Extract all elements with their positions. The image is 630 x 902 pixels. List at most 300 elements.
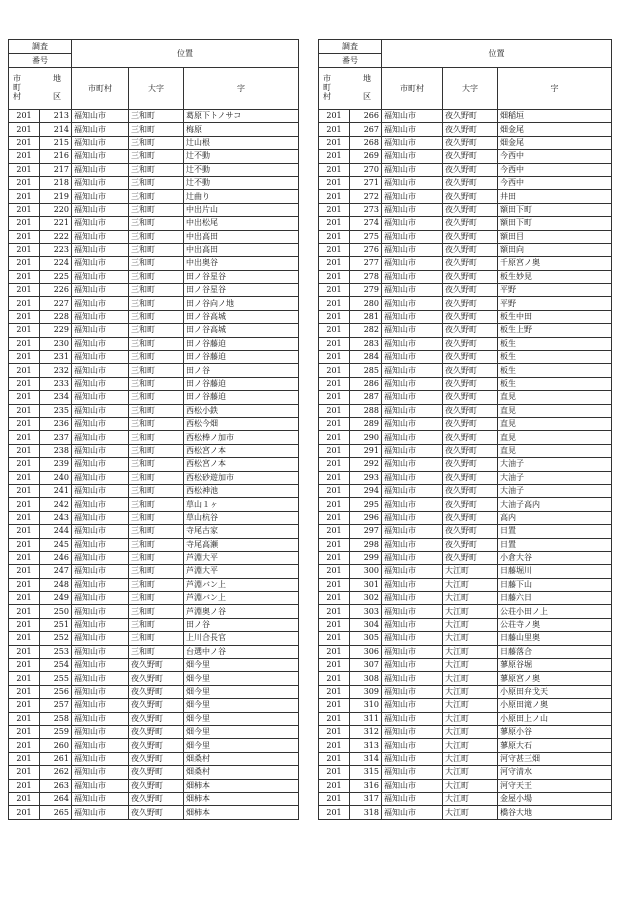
aza-cell: 寺尾高瀬 bbox=[184, 538, 299, 551]
district-cell: 236 bbox=[40, 417, 72, 430]
table-row bbox=[319, 672, 612, 685]
table-row bbox=[9, 538, 299, 551]
left-survey-table bbox=[8, 39, 299, 820]
survey-number-header: 調査 bbox=[9, 40, 72, 54]
aza-cell: 芦淵大平 bbox=[184, 565, 299, 578]
location-header: 位置 bbox=[72, 40, 299, 68]
aza-cell: 辻不動 bbox=[184, 163, 299, 176]
municipality-cell: 福知山市 bbox=[382, 417, 443, 430]
district-cell: 294 bbox=[350, 484, 382, 497]
aza-cell: 中出松尾 bbox=[184, 217, 299, 230]
aza-cell: 橋谷大地 bbox=[498, 806, 612, 819]
district-cell: 307 bbox=[350, 659, 382, 672]
municipality-cell: 福知山市 bbox=[72, 136, 129, 149]
district-cell: 222 bbox=[40, 230, 72, 243]
municipality-cell: 福知山市 bbox=[72, 337, 129, 350]
district-cell: 284 bbox=[350, 351, 382, 364]
code-header bbox=[9, 68, 72, 110]
aza-cell: 河守甚三畑 bbox=[498, 752, 612, 765]
aza-cell: 中出奥谷 bbox=[184, 257, 299, 270]
table-row bbox=[319, 391, 612, 404]
aza-cell: 畑桑村 bbox=[184, 752, 299, 765]
municipality-cell: 福知山市 bbox=[72, 351, 129, 364]
district-cell: 268 bbox=[350, 136, 382, 149]
oaza-cell: 夜久野町 bbox=[443, 364, 498, 377]
aza-cell: 金屋小場 bbox=[498, 792, 612, 805]
district-cell: 269 bbox=[350, 150, 382, 163]
oaza-cell: 三和町 bbox=[129, 230, 184, 243]
district-cell: 306 bbox=[350, 645, 382, 658]
city-code-header: 市 町 村 bbox=[13, 74, 21, 101]
city-code-cell: 201 bbox=[9, 538, 40, 551]
aza-cell: 畑今里 bbox=[184, 685, 299, 698]
city-code-cell: 201 bbox=[319, 110, 350, 123]
oaza-cell: 夜久野町 bbox=[443, 270, 498, 283]
oaza-cell: 三和町 bbox=[129, 110, 184, 123]
district-cell: 308 bbox=[350, 672, 382, 685]
district-cell: 276 bbox=[350, 243, 382, 256]
district-cell: 243 bbox=[40, 511, 72, 524]
city-code-cell: 201 bbox=[9, 391, 40, 404]
city-code-cell: 201 bbox=[319, 364, 350, 377]
oaza-cell: 夜久野町 bbox=[443, 110, 498, 123]
table-row bbox=[9, 176, 299, 189]
city-code-cell: 201 bbox=[319, 766, 350, 779]
city-code-cell: 201 bbox=[9, 739, 40, 752]
district-cell: 239 bbox=[40, 458, 72, 471]
table-row bbox=[319, 364, 612, 377]
district-cell: 270 bbox=[350, 163, 382, 176]
district-cell: 231 bbox=[40, 351, 72, 364]
city-code-cell: 201 bbox=[9, 779, 40, 792]
city-code-cell: 201 bbox=[9, 230, 40, 243]
table-row bbox=[319, 618, 612, 631]
city-code-cell: 201 bbox=[319, 458, 350, 471]
city-code-cell: 201 bbox=[9, 592, 40, 605]
aza-cell: 畑今里 bbox=[184, 739, 299, 752]
district-cell: 289 bbox=[350, 417, 382, 430]
aza-cell: 板生 bbox=[498, 351, 612, 364]
oaza-cell: 夜久野町 bbox=[129, 685, 184, 698]
oaza-cell: 夜久野町 bbox=[443, 190, 498, 203]
table-row bbox=[319, 592, 612, 605]
oaza-cell: 三和町 bbox=[129, 498, 184, 511]
aza-cell: 芦淵大平 bbox=[184, 551, 299, 564]
aza-cell: 畑今里 bbox=[184, 725, 299, 738]
city-code-cell: 201 bbox=[9, 752, 40, 765]
oaza-cell: 三和町 bbox=[129, 538, 184, 551]
district-cell: 273 bbox=[350, 203, 382, 216]
municipality-cell: 福知山市 bbox=[382, 725, 443, 738]
district-header: 地 区 bbox=[53, 74, 61, 101]
district-cell: 275 bbox=[350, 230, 382, 243]
oaza-cell: 大江町 bbox=[443, 605, 498, 618]
municipality-cell: 福知山市 bbox=[382, 659, 443, 672]
oaza-cell: 夜久野町 bbox=[443, 471, 498, 484]
district-cell: 263 bbox=[40, 779, 72, 792]
municipality-cell: 福知山市 bbox=[382, 257, 443, 270]
table-row bbox=[319, 190, 612, 203]
municipality-cell: 福知山市 bbox=[382, 712, 443, 725]
municipality-cell: 福知山市 bbox=[382, 458, 443, 471]
city-code-cell: 201 bbox=[319, 284, 350, 297]
aza-cell: 葛原下トノサコ bbox=[184, 110, 299, 123]
table-row bbox=[9, 565, 299, 578]
municipality-cell: 福知山市 bbox=[72, 217, 129, 230]
aza-cell: 田ノ谷 bbox=[184, 618, 299, 631]
district-cell: 230 bbox=[40, 337, 72, 350]
district-cell: 309 bbox=[350, 685, 382, 698]
aza-cell: 小倉大谷 bbox=[498, 551, 612, 564]
aza-cell: 日置 bbox=[498, 538, 612, 551]
district-cell: 228 bbox=[40, 310, 72, 323]
oaza-cell: 三和町 bbox=[129, 645, 184, 658]
city-code-cell: 201 bbox=[9, 351, 40, 364]
aza-cell: 辻不動 bbox=[184, 150, 299, 163]
table-row bbox=[319, 230, 612, 243]
city-code-cell: 201 bbox=[9, 712, 40, 725]
district-cell: 248 bbox=[40, 578, 72, 591]
oaza-cell: 大江町 bbox=[443, 712, 498, 725]
district-cell: 241 bbox=[40, 484, 72, 497]
municipality-cell: 福知山市 bbox=[72, 417, 129, 430]
aza-cell: 西松小鉄 bbox=[184, 404, 299, 417]
aza-cell: 草山杭谷 bbox=[184, 511, 299, 524]
municipality-cell: 福知山市 bbox=[72, 257, 129, 270]
aza-cell: 板生 bbox=[498, 364, 612, 377]
district-cell: 226 bbox=[40, 284, 72, 297]
aza-cell: 日藤山里奥 bbox=[498, 632, 612, 645]
district-cell: 235 bbox=[40, 404, 72, 417]
aza-cell: 田ノ谷藤迫 bbox=[184, 337, 299, 350]
aza-cell: 今西中 bbox=[498, 150, 612, 163]
district-cell: 310 bbox=[350, 699, 382, 712]
table-row bbox=[9, 725, 299, 738]
oaza-cell: 夜久野町 bbox=[443, 123, 498, 136]
city-code-cell: 201 bbox=[9, 110, 40, 123]
municipality-cell: 福知山市 bbox=[72, 592, 129, 605]
city-code-cell: 201 bbox=[9, 444, 40, 457]
city-code-cell: 201 bbox=[319, 806, 350, 819]
city-code-cell: 201 bbox=[319, 217, 350, 230]
table-row bbox=[9, 150, 299, 163]
city-code-cell: 201 bbox=[319, 417, 350, 430]
table-row bbox=[319, 645, 612, 658]
oaza-header: 大字 bbox=[443, 68, 498, 110]
aza-cell: 西松神池 bbox=[184, 484, 299, 497]
table-row bbox=[9, 377, 299, 390]
municipality-cell: 福知山市 bbox=[382, 645, 443, 658]
table-row bbox=[319, 150, 612, 163]
municipality-cell: 福知山市 bbox=[72, 163, 129, 176]
municipality-cell: 福知山市 bbox=[72, 739, 129, 752]
oaza-cell: 三和町 bbox=[129, 565, 184, 578]
oaza-cell: 三和町 bbox=[129, 578, 184, 591]
table-row bbox=[319, 498, 612, 511]
table-row bbox=[319, 739, 612, 752]
table-row bbox=[319, 659, 612, 672]
district-cell: 271 bbox=[350, 176, 382, 189]
district-cell: 291 bbox=[350, 444, 382, 457]
oaza-cell: 三和町 bbox=[129, 592, 184, 605]
oaza-cell: 大江町 bbox=[443, 699, 498, 712]
city-code-cell: 201 bbox=[319, 605, 350, 618]
municipality-cell: 福知山市 bbox=[382, 310, 443, 323]
district-cell: 277 bbox=[350, 257, 382, 270]
oaza-cell: 夜久野町 bbox=[443, 217, 498, 230]
oaza-cell: 三和町 bbox=[129, 618, 184, 631]
district-cell: 218 bbox=[40, 176, 72, 189]
oaza-cell: 夜久野町 bbox=[443, 163, 498, 176]
city-code-cell: 201 bbox=[319, 752, 350, 765]
municipality-cell: 福知山市 bbox=[72, 324, 129, 337]
city-code-cell: 201 bbox=[319, 190, 350, 203]
oaza-cell: 夜久野町 bbox=[129, 806, 184, 819]
code-header bbox=[319, 68, 382, 110]
municipality-cell: 福知山市 bbox=[382, 511, 443, 524]
district-cell: 234 bbox=[40, 391, 72, 404]
municipality-cell: 福知山市 bbox=[72, 779, 129, 792]
oaza-cell: 夜久野町 bbox=[129, 672, 184, 685]
oaza-cell: 夜久野町 bbox=[443, 511, 498, 524]
district-cell: 217 bbox=[40, 163, 72, 176]
aza-cell: 西松今畑 bbox=[184, 417, 299, 430]
table-row bbox=[9, 712, 299, 725]
table-row bbox=[319, 538, 612, 551]
city-code-cell: 201 bbox=[319, 685, 350, 698]
oaza-cell: 夜久野町 bbox=[129, 712, 184, 725]
oaza-cell: 夜久野町 bbox=[443, 150, 498, 163]
oaza-cell: 大江町 bbox=[443, 659, 498, 672]
municipality-cell: 福知山市 bbox=[382, 136, 443, 149]
city-code-cell: 201 bbox=[319, 230, 350, 243]
city-code-cell: 201 bbox=[9, 310, 40, 323]
oaza-cell: 大江町 bbox=[443, 592, 498, 605]
table-row bbox=[9, 645, 299, 658]
district-cell: 223 bbox=[40, 243, 72, 256]
city-code-cell: 201 bbox=[319, 779, 350, 792]
district-cell: 260 bbox=[40, 739, 72, 752]
table-row bbox=[9, 123, 299, 136]
aza-cell: 小原田弁戈天 bbox=[498, 685, 612, 698]
municipality-cell: 福知山市 bbox=[72, 377, 129, 390]
table-row bbox=[9, 136, 299, 149]
table-row bbox=[319, 257, 612, 270]
table-row bbox=[319, 377, 612, 390]
district-cell: 288 bbox=[350, 404, 382, 417]
municipality-cell: 福知山市 bbox=[72, 792, 129, 805]
aza-cell: 畑今里 bbox=[184, 699, 299, 712]
aza-cell: 日藤六日 bbox=[498, 592, 612, 605]
table-row bbox=[319, 110, 612, 123]
oaza-cell: 大江町 bbox=[443, 578, 498, 591]
aza-cell: 畑今里 bbox=[184, 712, 299, 725]
survey-number-header: 調査 bbox=[319, 40, 382, 54]
city-code-cell: 201 bbox=[319, 471, 350, 484]
oaza-cell: 三和町 bbox=[129, 484, 184, 497]
district-cell: 249 bbox=[40, 592, 72, 605]
district-cell: 301 bbox=[350, 578, 382, 591]
city-code-cell: 201 bbox=[9, 270, 40, 283]
table-row bbox=[9, 739, 299, 752]
oaza-cell: 三和町 bbox=[129, 150, 184, 163]
city-code-cell: 201 bbox=[319, 632, 350, 645]
municipality-cell: 福知山市 bbox=[382, 217, 443, 230]
city-code-cell: 201 bbox=[319, 310, 350, 323]
oaza-cell: 夜久野町 bbox=[443, 525, 498, 538]
city-code-cell: 201 bbox=[9, 632, 40, 645]
district-cell: 297 bbox=[350, 525, 382, 538]
district-cell: 244 bbox=[40, 525, 72, 538]
district-cell: 215 bbox=[40, 136, 72, 149]
oaza-cell: 大江町 bbox=[443, 565, 498, 578]
municipality-cell: 福知山市 bbox=[72, 551, 129, 564]
city-code-cell: 201 bbox=[9, 431, 40, 444]
municipality-cell: 福知山市 bbox=[72, 498, 129, 511]
city-code-cell: 201 bbox=[9, 136, 40, 149]
municipality-cell: 福知山市 bbox=[72, 699, 129, 712]
municipality-cell: 福知山市 bbox=[72, 685, 129, 698]
district-cell: 305 bbox=[350, 632, 382, 645]
oaza-cell: 大江町 bbox=[443, 779, 498, 792]
municipality-cell: 福知山市 bbox=[382, 578, 443, 591]
aza-cell: 直見 bbox=[498, 417, 612, 430]
table-row bbox=[319, 431, 612, 444]
city-code-cell: 201 bbox=[9, 792, 40, 805]
city-code-cell: 201 bbox=[9, 324, 40, 337]
municipality-cell: 福知山市 bbox=[72, 150, 129, 163]
aza-cell: 河守天王 bbox=[498, 779, 612, 792]
oaza-cell: 三和町 bbox=[129, 458, 184, 471]
aza-cell: 大油子 bbox=[498, 471, 612, 484]
municipality-cell: 福知山市 bbox=[72, 190, 129, 203]
city-code-cell: 201 bbox=[9, 725, 40, 738]
oaza-cell: 三和町 bbox=[129, 324, 184, 337]
table-row bbox=[9, 618, 299, 631]
oaza-cell: 夜久野町 bbox=[443, 284, 498, 297]
oaza-cell: 夜久野町 bbox=[443, 498, 498, 511]
survey-number-header-line2: 番号 bbox=[9, 54, 72, 68]
aza-cell: 芦淵バン上 bbox=[184, 578, 299, 591]
city-code-cell: 201 bbox=[319, 243, 350, 256]
aza-cell: 大油子 bbox=[498, 458, 612, 471]
city-code-cell: 201 bbox=[9, 404, 40, 417]
district-cell: 316 bbox=[350, 779, 382, 792]
table-row bbox=[9, 190, 299, 203]
aza-cell: 畑桑村 bbox=[184, 766, 299, 779]
city-code-cell: 201 bbox=[9, 243, 40, 256]
district-cell: 295 bbox=[350, 498, 382, 511]
oaza-cell: 三和町 bbox=[129, 310, 184, 323]
municipality-cell: 福知山市 bbox=[72, 110, 129, 123]
table-row bbox=[9, 659, 299, 672]
table-row bbox=[9, 324, 299, 337]
municipality-cell: 福知山市 bbox=[382, 699, 443, 712]
district-cell: 300 bbox=[350, 565, 382, 578]
table-row bbox=[9, 391, 299, 404]
oaza-cell: 三和町 bbox=[129, 511, 184, 524]
aza-cell: 畑今里 bbox=[184, 659, 299, 672]
oaza-cell: 大江町 bbox=[443, 792, 498, 805]
district-cell: 250 bbox=[40, 605, 72, 618]
city-code-cell: 201 bbox=[319, 123, 350, 136]
aza-cell: 田ノ谷高城 bbox=[184, 310, 299, 323]
table-row bbox=[9, 511, 299, 524]
municipality-cell: 福知山市 bbox=[72, 672, 129, 685]
oaza-cell: 夜久野町 bbox=[443, 230, 498, 243]
district-cell: 240 bbox=[40, 471, 72, 484]
municipality-cell: 福知山市 bbox=[72, 766, 129, 779]
table-row bbox=[319, 725, 612, 738]
municipality-cell: 福知山市 bbox=[72, 391, 129, 404]
table-row bbox=[319, 792, 612, 805]
district-cell: 296 bbox=[350, 511, 382, 524]
oaza-cell: 夜久野町 bbox=[443, 417, 498, 430]
district-cell: 214 bbox=[40, 123, 72, 136]
city-code-header: 市 町 村 bbox=[323, 74, 331, 101]
city-code-cell: 201 bbox=[319, 136, 350, 149]
table-row bbox=[9, 163, 299, 176]
district-header: 地 区 bbox=[363, 74, 371, 101]
oaza-cell: 夜久野町 bbox=[443, 176, 498, 189]
table-row bbox=[319, 632, 612, 645]
aza-cell: 井田 bbox=[498, 190, 612, 203]
header-row-3 bbox=[319, 68, 612, 110]
oaza-cell: 夜久野町 bbox=[129, 739, 184, 752]
district-cell: 267 bbox=[350, 123, 382, 136]
table-row bbox=[9, 578, 299, 591]
district-cell: 242 bbox=[40, 498, 72, 511]
district-cell: 259 bbox=[40, 725, 72, 738]
oaza-cell: 三和町 bbox=[129, 417, 184, 430]
city-code-cell: 201 bbox=[319, 511, 350, 524]
city-code-cell: 201 bbox=[319, 672, 350, 685]
district-cell: 274 bbox=[350, 217, 382, 230]
city-code-cell: 201 bbox=[9, 645, 40, 658]
aza-cell: 畑柿本 bbox=[184, 806, 299, 819]
aza-cell: 梅原 bbox=[184, 123, 299, 136]
municipality-cell: 福知山市 bbox=[382, 110, 443, 123]
aza-cell: 板生 bbox=[498, 337, 612, 350]
oaza-cell: 大江町 bbox=[443, 766, 498, 779]
table-row bbox=[9, 270, 299, 283]
municipality-cell: 福知山市 bbox=[382, 565, 443, 578]
right-table-body bbox=[319, 110, 612, 820]
table-row bbox=[319, 297, 612, 310]
table-row bbox=[319, 351, 612, 364]
table-row bbox=[319, 484, 612, 497]
aza-cell: 田ノ谷藤迫 bbox=[184, 391, 299, 404]
aza-cell: 畑金尾 bbox=[498, 123, 612, 136]
municipality-cell: 福知山市 bbox=[72, 538, 129, 551]
oaza-cell: 三和町 bbox=[129, 525, 184, 538]
table-row bbox=[319, 471, 612, 484]
city-code-cell: 201 bbox=[319, 444, 350, 457]
oaza-cell: 三和町 bbox=[129, 190, 184, 203]
oaza-cell: 夜久野町 bbox=[443, 351, 498, 364]
table-row bbox=[319, 163, 612, 176]
municipality-cell: 福知山市 bbox=[72, 444, 129, 457]
oaza-cell: 三和町 bbox=[129, 605, 184, 618]
table-row bbox=[9, 766, 299, 779]
aza-cell: 田ノ谷星谷 bbox=[184, 270, 299, 283]
aza-cell: 日置 bbox=[498, 525, 612, 538]
aza-cell: 西松宮ノ本 bbox=[184, 458, 299, 471]
municipality-header: 市町村 bbox=[382, 68, 443, 110]
table-row bbox=[9, 806, 299, 819]
municipality-cell: 福知山市 bbox=[72, 230, 129, 243]
municipality-cell: 福知山市 bbox=[382, 525, 443, 538]
